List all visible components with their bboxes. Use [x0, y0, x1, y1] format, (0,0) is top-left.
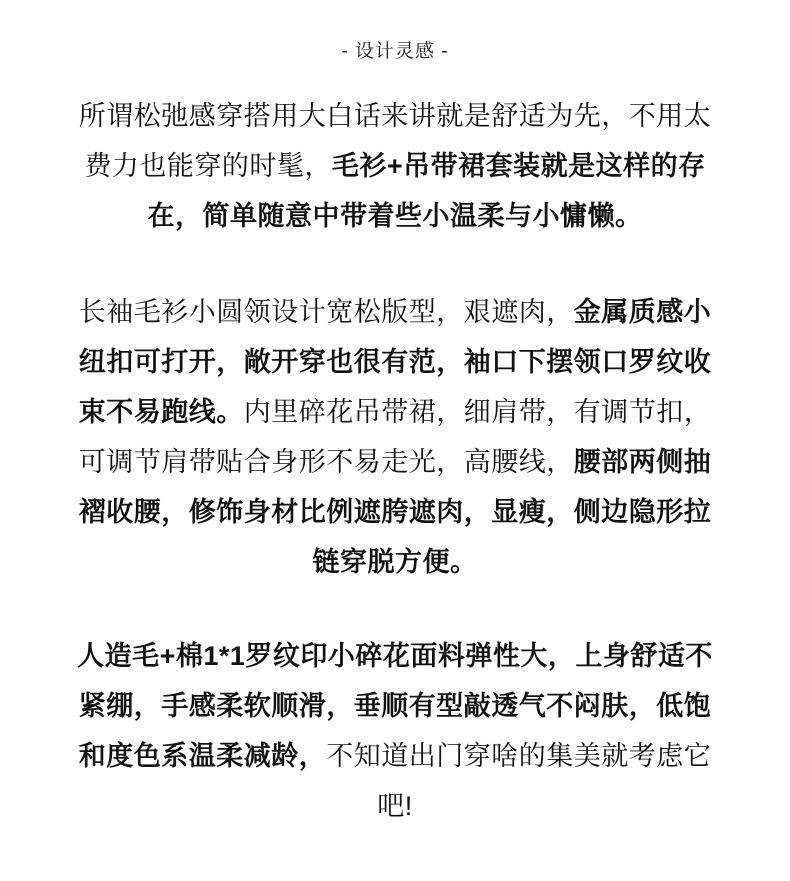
paragraph-design-details	[75, 287, 715, 587]
paragraph-inspiration-intro	[75, 91, 715, 241]
text-segment: 金属质感小纽扣可打开，敞开穿也很有范，袖口下摆领口罗纹收束不易跑线。	[78, 297, 712, 427]
text-segment: 毛衫+吊带裙套装就是这样的存在，简单随意中带着些小温柔与小慵懒。	[147, 151, 706, 231]
text-segment: 内里碎花吊带裙，细肩带，有调节扣，可调节肩带贴合身形不易走光，高腰线，	[78, 397, 712, 477]
text-segment: 人造毛+棉1*1罗纹印小碎花面料弹性大，上身舒适不紧绷，手感柔软顺滑，垂顺有型敲透气不闷肤，低饱和度色系温柔减龄，	[77, 641, 713, 771]
text-segment: 所谓松弛感穿搭用大白话来讲就是舒适为先，不用太费力也能穿的时髦，	[78, 101, 712, 181]
text-segment: 长袖毛衫小圆领设计宽松版型，艰遮肉，	[78, 297, 574, 327]
text-segment: 不知道出门穿啥的集美就考虑它吧!	[326, 741, 712, 821]
text-segment: 腰部两侧抽褶收腰，修饰身材比例遮胯遮肉，显瘦，侧边隐形拉链穿脱方便。	[78, 447, 712, 577]
page-title: - 设计灵感 -	[341, 41, 449, 62]
paragraph-fabric-info	[75, 631, 715, 831]
